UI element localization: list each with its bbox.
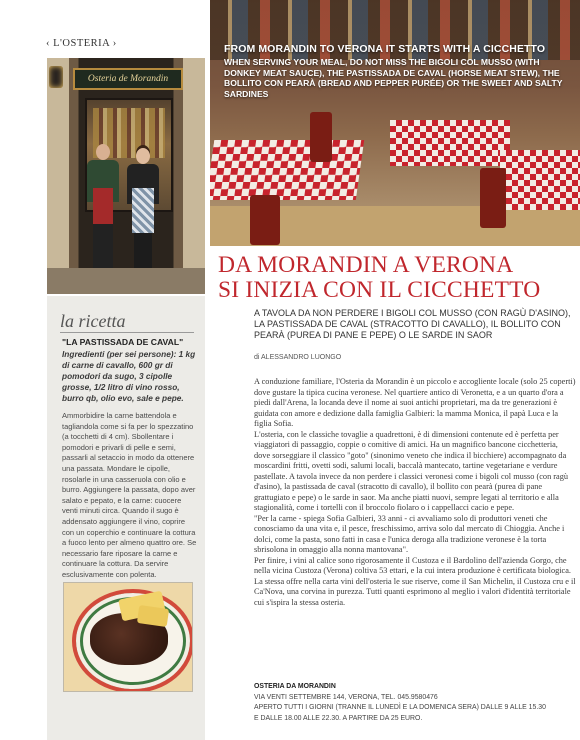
caption-title: FROM MORANDIN TO VERONA IT STARTS WITH A CICCHETTO [224, 43, 546, 55]
dish-photo [63, 582, 193, 692]
recipe-label: la ricetta [60, 311, 126, 331]
red-chair [310, 112, 332, 162]
recipe-steps: Ammorbidire la carne battendola e tagliandola come si fa per lo spezzatino (a tocchetti di 4 cm). Sbollentare i pomodori e privarli di pelle e semi, passarli al setaccio in modo da ottenere una passata. Mondare le cipolle, rosolarle in una casseruola con olio e burro. Aggiungere la passata, dopo aver salato e pepato, e la carne: cuocere venti minuti circa. Quando il sugo è addensato aggiungere il vino, coprire con un coperchio e continuare la cottura a fuoco lento per almeno quattro ore. Se necessario fare riposare la carne e continuare la cottura. Da servire esclusivamente con polenta. [62, 411, 197, 579]
article-headline [218, 253, 578, 303]
article-body [254, 377, 576, 608]
article-byline: di ALESSANDRO LUONGO [254, 354, 342, 361]
article-subhead: A TAVOLA DA NON PERDERE I BIGOLI COL MUSSO (CON RAGÙ D'ASINO), LA PASTISSADA DE CAVAL (STRACOTTO DI CAVALLO), IL BOLLITO CON PEARÀ (PUREA DI PANE E PEPE) O LE SARDE IN SAOR [254, 308, 571, 341]
section-tag: ‹ L'OSTERIA › [46, 38, 117, 49]
checkered-table [500, 150, 580, 210]
info-hours-price: E DALLE 18.00 ALLE 22.30. A PARTIRE DA 25 EURO. [254, 714, 423, 722]
photo-caption [224, 43, 569, 99]
checkered-table [390, 120, 510, 166]
body-paragraph: L'osteria, con le classiche tovaglie a quadrettoni, è di dimensioni contenute ed è perfetta per viaggiatori di passaggio, coppie o comitive di amici. Ha un magnifico bancone cicchetteria, dove sorseggiare il classico "goto" (sinonimo veneto che indica il bicchiere) accompagnato da moscardini fritti, ovetti sodi, salumi locali, baccalà mantecato, tartine vegetariane e verdure pastellate. A tavola invece da non perdere i classici veronesi come i bigoli col musso (con ragù d'asino), la pastissada de caval (stracotto di cavallo), il bollito con pearà (purea di pane grattugiato e pepe) o le sarde in saor. Ma anche piatti nuovi, sempre legati al territorio e alla stagionalità, come i tortelli con il broccolo fiolaro o i cappellacci cacio e pepe. [254, 429, 569, 512]
storefront-photo [47, 58, 205, 294]
dining-room-photo [210, 0, 580, 246]
wall-lamp [49, 66, 63, 88]
body-paragraph: "Per la carne - spiega Sofia Galbieri, 33 anni - ci avvaliamo solo di produttori veneti che conosciamo da una vita e, il pesce, freschissimo, arriva solo dal mercato di Chioggia. Anche i dolci, come la pasta, sono fatti in casa e l'unica deroga alla tradizione veronese è la torta sbrisolona in omaggio alla nonna mantovana". [254, 513, 565, 554]
restaurant-info [254, 682, 576, 724]
recipe-title: "LA PASTISSADA DE CAVAL" [62, 337, 184, 347]
red-chair [250, 195, 280, 245]
red-chair [480, 168, 506, 228]
recipe-ingredients: Ingredienti (per sei persone): 1 kg di carne di cavallo, 600 gr di pomodori da sugo, 3 cipolle grosse, 1/2 litro di vino rosso, burro qb, olio evo, sale e pepe. [62, 349, 196, 403]
body-paragraph: Per finire, i vini al calice sono rigorosamente il Custoza e il Bardolino dell'azienda Gorgo, che nella vicina Custoza (Verona) coltiva 53 ettari, e la cui intera produzione è certificata biologica. La stessa offre nella carta vini dell'osteria le sue riserve, come il San Michelin, il Custoza cru e il Ca'Nova, una corvina in purezza. Tutti quanti esprimono al meglio i valori d'identità territoriale cui s'ispira la stessa osteria. [254, 555, 576, 607]
owner-man [87, 144, 119, 269]
info-title: OSTERIA DA MORANDIN [254, 683, 336, 690]
caption-text: WHEN SERVING YOUR MEAL, DO NOT MISS THE BIGOLI COL MUSSO (WITH DONKEY MEAT SAUCE), THE PASTISSADA DE CAVAL (HORSE MEAT STEW), THE BOLLITO CON PEARÀ (BREAD AND PEPPER PURÉE) OR THE SWEET AND SALTY SARDINES [224, 57, 563, 99]
sidewalk [47, 268, 205, 294]
headline-line-2: SI INIZIA CON IL CICCHETTO [218, 277, 541, 303]
info-hours: APERTO TUTTI I GIORNI (TRANNE IL LUNEDÌ E LA DOMENICA SERA) DALLE 9 ALLE 15.30 [254, 704, 546, 711]
owner-woman [127, 148, 159, 268]
headline-line-1: DA MORANDIN A VERONA [218, 252, 514, 278]
body-paragraph: A conduzione familiare, l'Osteria da Morandin è un piccolo e accogliente locale (solo 25 coperti) dove gustare la tipica cucina veronese. Nel quartiere antico di Veronetta, e a un quarto d'ora a piedi dall'Arena, la locanda deve il nome ai suoi antichi proprietari, ma da tre generazioni è guidata con amore e dedizione dalla famiglia Galbieri: la mamma Monica, il papà Luca e la figlia Sofia. [254, 377, 576, 428]
checkered-table [210, 140, 364, 200]
recipe-divider [60, 332, 194, 333]
osteria-sign: Osteria de Morandin [73, 68, 183, 90]
info-address: VIA VENTI SETTEMBRE 144, VERONA, TEL. 045.9580476 [254, 693, 438, 701]
